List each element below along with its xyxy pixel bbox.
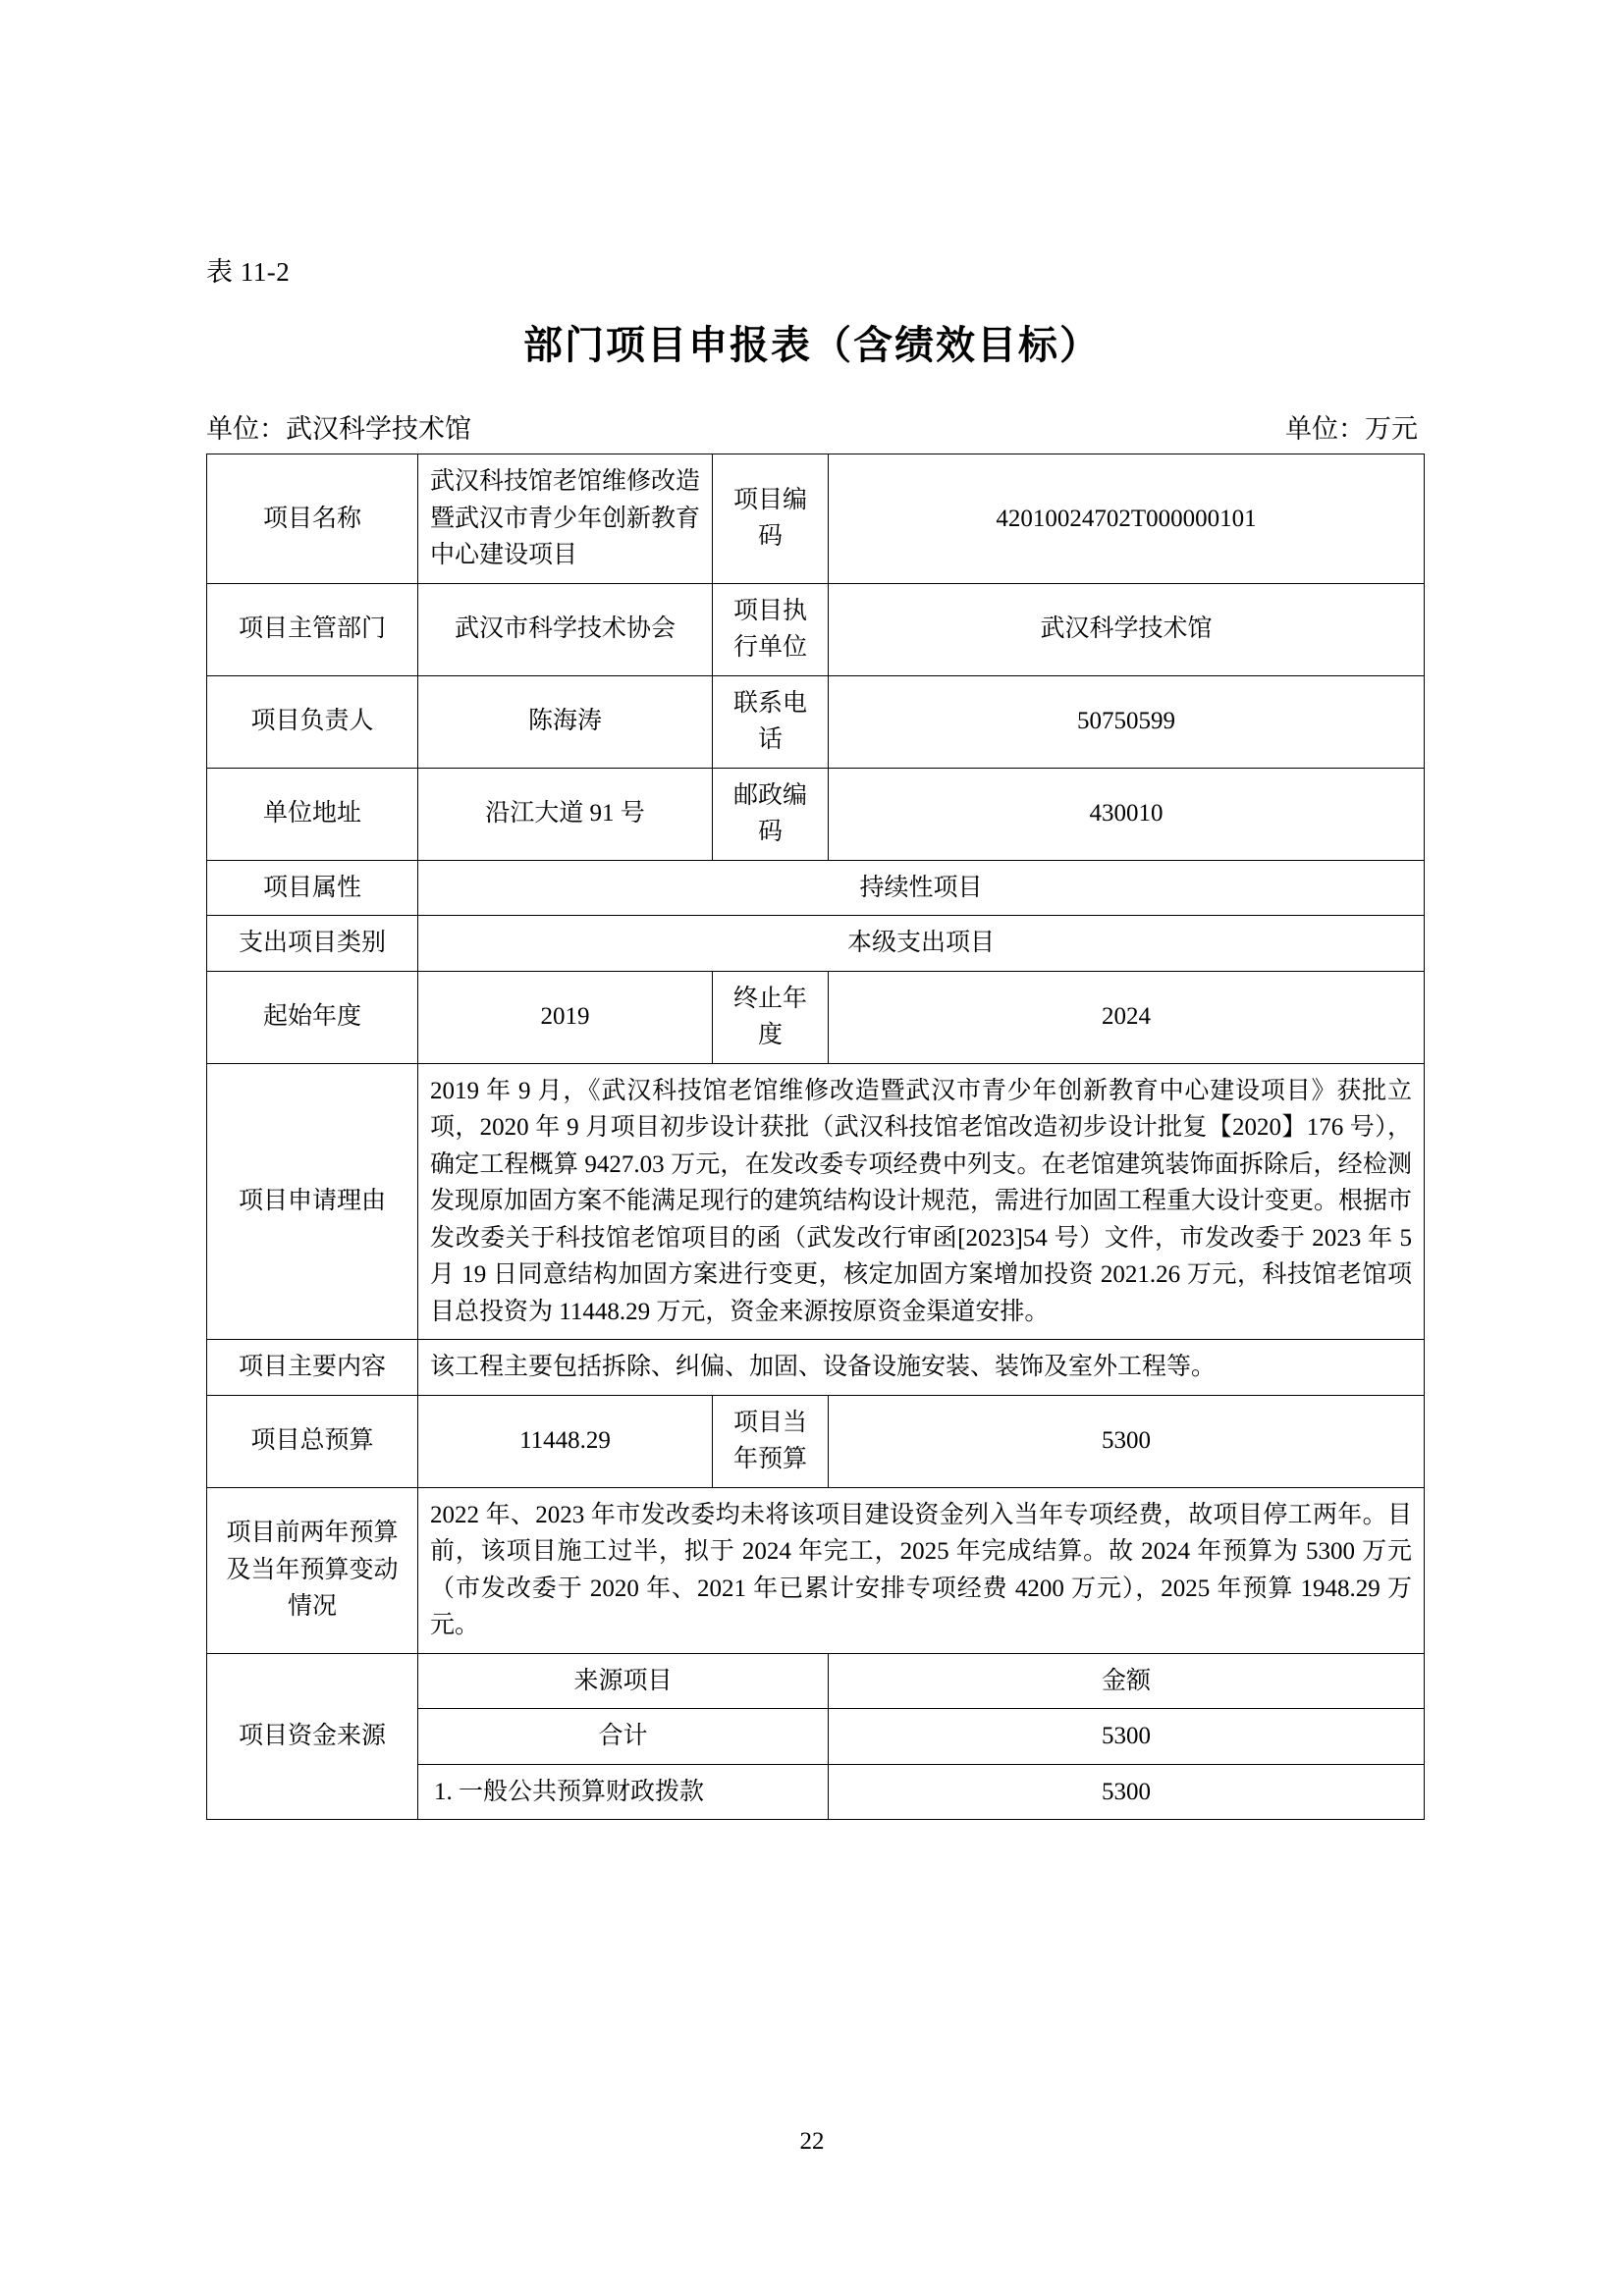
funding-header-amount: 金额 <box>829 1653 1425 1709</box>
table-row-project-name <box>207 454 1425 584</box>
attribute-label: 项目属性 <box>207 860 418 916</box>
change-value: 2022 年、2023 年市发改委均未将该项目建设资金列入当年专项经费，故项目停工两年。目前，该项目施工过半，拟于 2024 年完工，2025 年完成结算。故 2024 年预算为 5300 万元（市发改委于 2020 年、2021 年已累计安排专项经费 4200 万元），2025 年预算 1948.29 万元。 <box>418 1487 1425 1653</box>
funding-source-amount: 5300 <box>829 1764 1425 1820</box>
unit-meta-row <box>206 407 1418 446</box>
table-row-expense-type <box>207 916 1425 972</box>
expense-type-value: 本级支出项目 <box>418 916 1425 972</box>
phone-label: 联系电话 <box>713 675 829 768</box>
page-title: 部门项目申报表（含绩效目标） <box>523 323 1101 367</box>
reason-label: 项目申请理由 <box>207 1063 418 1340</box>
content-value: 该工程主要包括拆除、纠偏、加固、设备设施安装、装饰及室外工程等。 <box>418 1340 1425 1396</box>
funding-header-source: 来源项目 <box>418 1653 829 1709</box>
exec-unit-value: 武汉科学技术馆 <box>829 583 1425 675</box>
owner-label: 项目负责人 <box>207 675 418 768</box>
year-budget-label: 项目当年预算 <box>713 1395 829 1487</box>
funding-source-name: 合计 <box>418 1709 829 1765</box>
end-year-value: 2024 <box>829 971 1425 1063</box>
table-row-owner <box>207 675 1425 768</box>
total-budget-value: 11448.29 <box>418 1395 713 1487</box>
funding-source-name: 1. 一般公共预算财政拨款 <box>418 1764 829 1820</box>
address-label: 单位地址 <box>207 768 418 860</box>
table-label: 表 11-2 <box>206 257 291 287</box>
table-row-address <box>207 768 1425 860</box>
table-row-content <box>207 1340 1425 1396</box>
change-label: 项目前两年预算及当年预算变动情况 <box>207 1487 418 1653</box>
table-row-reason <box>207 1063 1425 1340</box>
exec-unit-label: 项目执行单位 <box>713 583 829 675</box>
unit-left: 单位：武汉科学技术馆 <box>206 414 471 444</box>
start-year-value: 2019 <box>418 971 713 1063</box>
postcode-label: 邮政编码 <box>713 768 829 860</box>
attribute-value: 持续性项目 <box>418 860 1425 916</box>
start-year-label: 起始年度 <box>207 971 418 1063</box>
funding-header-row <box>207 1653 1425 1709</box>
table-row-budget-change <box>207 1487 1425 1653</box>
postcode-value: 430010 <box>829 768 1425 860</box>
dept-label: 项目主管部门 <box>207 583 418 675</box>
page-number: 22 <box>799 2128 825 2155</box>
project-name-label: 项目名称 <box>207 454 418 584</box>
year-budget-value: 5300 <box>829 1395 1425 1487</box>
project-application-table <box>206 454 1425 1820</box>
table-row-attribute <box>207 860 1425 916</box>
dept-value: 武汉市科学技术协会 <box>418 583 713 675</box>
owner-value: 陈海涛 <box>418 675 713 768</box>
address-value: 沿江大道 91 号 <box>418 768 713 860</box>
content-label: 项目主要内容 <box>207 1340 418 1396</box>
table-row-dept <box>207 583 1425 675</box>
unit-right: 单位：万元 <box>1285 414 1418 444</box>
expense-type-label: 支出项目类别 <box>207 916 418 972</box>
phone-value: 50750599 <box>829 675 1425 768</box>
table-row-budget <box>207 1395 1425 1487</box>
end-year-label: 终止年度 <box>713 971 829 1063</box>
total-budget-label: 项目总预算 <box>207 1395 418 1487</box>
table-row-years <box>207 971 1425 1063</box>
project-name-value: 武汉科技馆老馆维修改造暨武汉市青少年创新教育中心建设项目 <box>418 454 713 584</box>
project-code-value: 42010024702T000000101 <box>829 454 1425 584</box>
funding-source-amount: 5300 <box>829 1709 1425 1765</box>
funding-label: 项目资金来源 <box>207 1653 418 1820</box>
project-code-label: 项目编码 <box>713 454 829 584</box>
reason-value: 2019 年 9 月，《武汉科技馆老馆维修改造暨武汉市青少年创新教育中心建设项目》获批立项，2020 年 9 月项目初步设计获批（武汉科技馆老馆改造初步设计批复【2020】176 号），确定工程概算 9427.03 万元，在发改委专项经费中列支。在老馆建筑装饰面拆除后，经检测发现原加固方案不能满足现行的建筑结构设计规范，需进行加固工程重大设计变更。根据市发改委关于科技馆老馆项目的函（武发改行审函[2023]54 号）文件，市发改委于 2023 年 5 月 19 日同意结构加固方案进行变更，核定加固方案增加投资 2021.26 万元，科技馆老馆项目总投资为 11448.29 万元，资金来源按原资金渠道安排。 <box>418 1063 1425 1340</box>
